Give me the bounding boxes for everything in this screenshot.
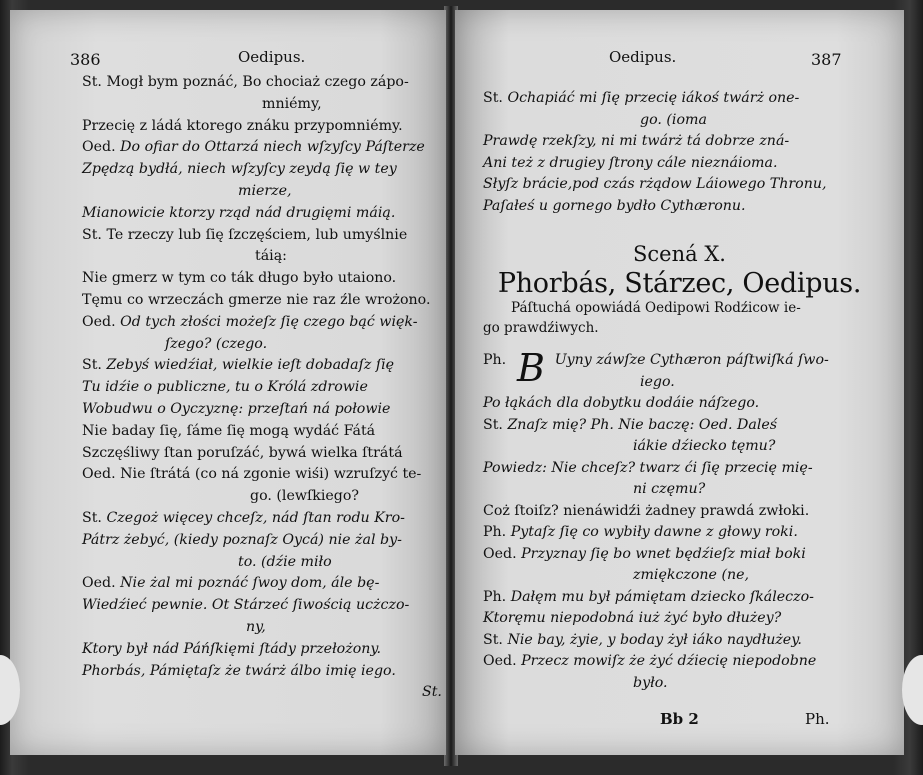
verse-text: Pytaſz ſię co wybiły dawne z głowy roki. — [510, 524, 798, 540]
verse-text: Ochapiáć mi ſię przecię iákoś twárż one- — [507, 90, 800, 106]
speaker-label: St. — [483, 90, 508, 106]
text-line — [483, 88, 799, 108]
speaker-label: Oed. — [82, 139, 121, 156]
verse-text: go. (lewſkiego? — [250, 488, 360, 505]
text-line — [483, 608, 781, 628]
verse-text: Ktory był nád Páńſkięmi ſtády przełożony. — [82, 640, 382, 657]
text-line — [255, 246, 287, 266]
argument-line: Páſtuchá opowiádá Oedipowi Rodźicow ie- — [511, 300, 801, 316]
verse-text: mniémy, — [262, 95, 322, 112]
verse-text: Zebyś wiedźiał, wielkie ieſt dobadaſz ſię — [106, 357, 395, 374]
verse-text: Nie bay, żyie, y boday żył iáko naydłużey. — [507, 631, 802, 648]
text-line — [483, 131, 789, 151]
verse-text: Mogł bym poznáć, Bo chociaż czego zápo- — [106, 74, 409, 90]
verse-text: to. (dźie miło — [238, 553, 332, 570]
running-head-left: Oedipus. — [238, 48, 306, 66]
text-line — [82, 443, 403, 463]
verse-text: iego. — [640, 373, 675, 390]
speaker-label: Oed. — [82, 575, 121, 592]
speaker-label: Ph. — [483, 352, 511, 368]
running-head-right: Oedipus. — [609, 48, 677, 66]
verse-text: Powiedz: Nie chceſz? twarz ći ſię przecię mię- — [483, 459, 813, 476]
verse-text: Nie żal mi poznáć ſwoy dom, ále bę- — [120, 575, 380, 592]
verse-text: Coż ſtoiſz? nienáwidźi żadney prawdá zwłoki. — [483, 502, 810, 519]
text-line — [82, 312, 418, 332]
text-line — [82, 595, 409, 615]
text-line — [82, 464, 421, 484]
verse-text: Prawdę rzekſzy, ni mi twárż tá dobrze zná- — [483, 133, 790, 149]
verse-text: Do ofiar do Ottarzá niech wſzyſcy Páſterze — [120, 139, 425, 156]
verse-text: Nie ſtrátá (co ná zgonie wiśi) wzruſzyć te- — [120, 466, 422, 483]
speaker-label: St. — [82, 74, 107, 90]
text-line — [82, 290, 430, 310]
text-line — [483, 651, 816, 671]
scene-title: Phorbás, Stárzec, Oedipus. — [497, 268, 862, 299]
text-line — [633, 565, 749, 585]
text-line — [165, 334, 267, 354]
text-line — [82, 116, 403, 136]
verse-text: Paſałeś u gornego bydło Cythæronu. — [483, 197, 746, 214]
verse-text: Dałęm mu był pámiętam dziecko ſkáleczo- — [510, 588, 814, 605]
verse-text: Zpędzą bydłá, niech wſzyſcy zeydą ſię w tey — [82, 161, 397, 178]
text-line — [82, 508, 405, 528]
right-page — [455, 10, 904, 755]
text-line — [640, 110, 707, 130]
signature-mark: Bb 2 — [660, 710, 699, 728]
text-line — [82, 159, 397, 179]
speaker-label: Oed. — [82, 466, 121, 483]
verse-text: było. — [633, 674, 668, 691]
verse-text: Nie baday ſię, ſáme ſię mogą wydáć Fátá — [82, 422, 376, 439]
verse-text: Uyny záwſze Cythæron páſtwiſká ſwo- — [554, 352, 829, 368]
verse-text: Przecz mowiſz że żyć dźiecię niepodobne — [521, 653, 817, 669]
text-line — [483, 415, 777, 435]
verse-text: Tu idźie o publiczne, tu o Królá zdrowie — [82, 379, 368, 396]
text-line — [82, 72, 409, 92]
text-line — [82, 268, 396, 288]
text-line — [483, 174, 827, 194]
verse-text: Szczęśliwy ſtan poruſzáć, bywá wielka ſtrátá — [82, 444, 403, 461]
verse-text: iákie dźiecko tęmu? — [633, 438, 776, 454]
text-line — [82, 573, 379, 593]
text-line — [483, 522, 798, 542]
verse-text: ny, — [246, 619, 266, 635]
verse-text: Tęmu co wrzeczách gmerze nie raz źle wrożono. — [82, 292, 431, 308]
speaker-label: Ph. — [483, 588, 511, 605]
page-number-left: 386 — [70, 50, 101, 69]
verse-text: mierze, — [238, 183, 292, 199]
text-line — [483, 350, 829, 370]
verse-text: St. — [422, 684, 442, 701]
verse-text: zmiękczone (ne, — [633, 567, 750, 583]
page-clip-right — [902, 655, 923, 725]
verse-text: Phorbás, Pámiętaſz że twárż álbo imię iego. — [82, 662, 396, 679]
verse-text: Mianowicie ktorzy rząd nád drugięmi máią. — [82, 204, 396, 221]
text-line — [82, 530, 402, 550]
text-line — [82, 203, 395, 223]
verse-text: ſzego? (czego. — [165, 335, 268, 352]
verse-text: Znaſz mię? Ph. Nie baczę: Oed. Daleś — [507, 416, 778, 433]
verse-text: Wobudwu o Oyczyznę: przeſtań ná połowie — [82, 401, 391, 417]
speaker-label: St. — [82, 357, 107, 374]
text-line — [483, 587, 814, 607]
text-line — [483, 458, 813, 478]
verse-text: Przecię z ládá ktorego znáku przypomniémy. — [82, 117, 403, 134]
text-line — [238, 552, 332, 572]
text-line — [633, 479, 705, 499]
text-line — [250, 486, 359, 506]
text-line — [82, 225, 407, 245]
speaker-label: St. — [82, 510, 107, 526]
verse-text: Nie gmerz w tym co ták długo było utaiono. — [82, 270, 397, 287]
text-line — [82, 639, 381, 659]
text-line — [82, 399, 390, 419]
verse-text: Słyſz brácie,pod czás rżądow Láiowego Thronu, — [483, 176, 827, 192]
text-line — [82, 377, 368, 397]
speaker-label: St. — [483, 416, 508, 433]
verse-text: Ktoręmu niepodobná iuż żyć było dłużey? — [483, 610, 782, 626]
text-line — [640, 372, 675, 392]
text-line — [483, 501, 809, 521]
verse-text: Wiedźieć pewnie. Ot Stárzeć ſiwością ucżczo- — [82, 597, 410, 614]
verse-text: go. (ioma — [640, 111, 707, 128]
text-line — [262, 94, 322, 114]
speaker-label: St. — [82, 226, 107, 243]
speaker-label: Oed. — [483, 653, 522, 669]
verse-text: Ani też z drugiey ſtrony cále nieznáioma. — [483, 154, 778, 171]
verse-text: Po łąkách dla dobytku dodáie náſzego. — [483, 395, 760, 411]
speaker-label: Oed. — [483, 545, 522, 562]
text-line — [238, 181, 292, 201]
text-line — [483, 544, 806, 564]
scene-heading: Scená X. — [633, 242, 726, 266]
text-line — [483, 153, 777, 173]
page-number-right: 387 — [811, 50, 842, 69]
verse-text: Przyznay ſię bo wnet będźieſz miał boki — [521, 545, 806, 562]
text-line — [82, 421, 375, 441]
text-line — [633, 436, 775, 456]
verse-text: ni częmu? — [633, 481, 706, 497]
speaker-label: Ph. — [483, 524, 511, 540]
verse-text: Pátrz żebyć, (kiedy poznaſz Oycá) nie żal by- — [82, 531, 402, 548]
catchword: Ph. — [805, 710, 830, 728]
verse-text: Od tych złości możeſz ſię czego bąć więk- — [120, 313, 418, 330]
left-page — [10, 10, 446, 755]
text-line — [82, 137, 425, 157]
text-line — [82, 661, 396, 681]
verse-text: Te rzeczy lub ſię ſzczęściem, lub umyślnie — [106, 226, 408, 243]
text-line — [483, 196, 746, 216]
text-line — [483, 630, 802, 650]
argument-line: go prawdźiwych. — [483, 320, 599, 336]
verse-text: táią: — [255, 248, 287, 265]
text-line — [246, 617, 266, 637]
text-line — [82, 355, 394, 375]
verse-text: Czegoż więcey chceſz, nád ſtan rodu Kro- — [106, 510, 405, 526]
text-line — [633, 673, 668, 693]
drop-cap: B — [517, 346, 545, 390]
text-line — [483, 393, 759, 413]
text-line — [422, 682, 442, 702]
speaker-label: St. — [483, 631, 508, 648]
speaker-label: Oed. — [82, 313, 121, 330]
